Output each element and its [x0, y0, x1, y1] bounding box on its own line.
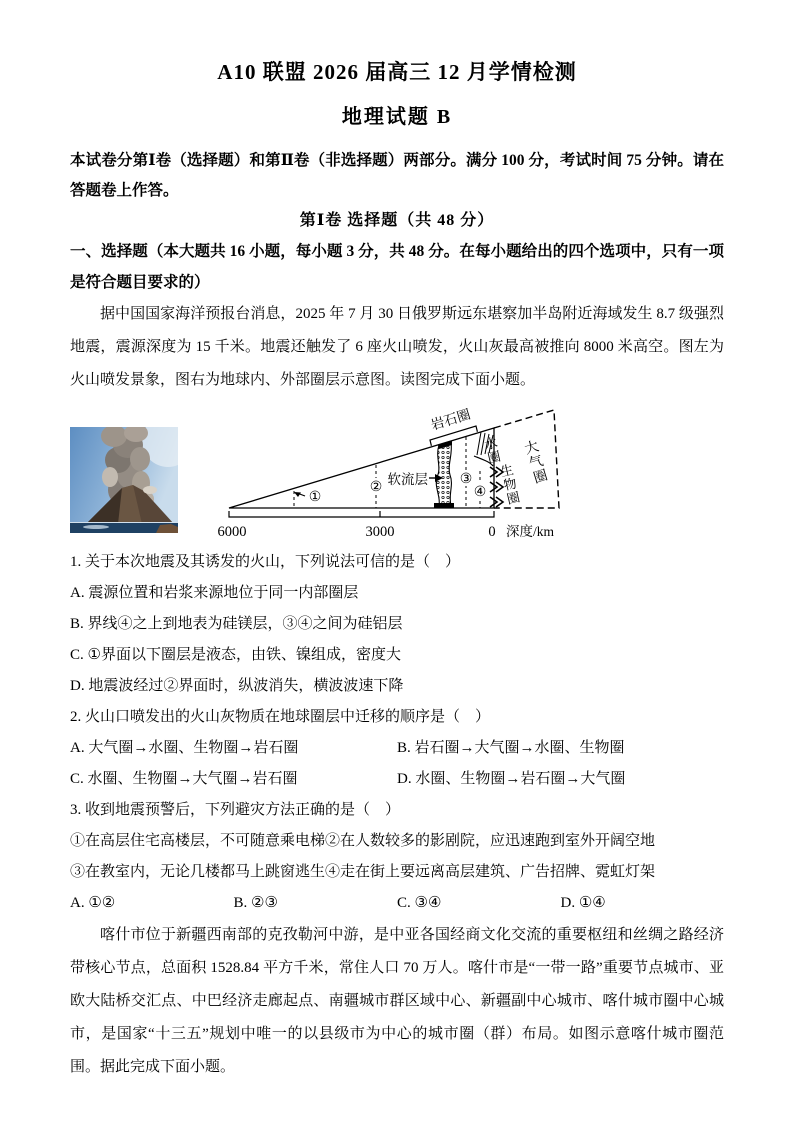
question-3-stem: 3. 收到地震预警后，下列避灾方法正确的是（ ） — [70, 802, 401, 818]
depth-scale-bar — [229, 511, 494, 517]
atmosphere-label: 大气圈 — [523, 439, 550, 487]
passage-earthquake: 据中国国家海洋预报台消息，2025 年 7 月 30 日俄罗斯远东堪察加半岛附近海域发生 8.7 级强烈地震，震源深度为 15 千米。地震还触发了 6 座火山喷发，火山灰最高被推向 8000 米高空。图左为火山喷发景象，图右为地球内、外部圈层示意图。读图完成下面小题。 — [70, 306, 724, 388]
question-3-option-a: A. ①② — [70, 895, 116, 911]
question-3-option-b: B. ②③ — [233, 895, 278, 911]
question-2-option-a: A. 大气圈→水圈、生物圈→岩石圈 — [70, 740, 299, 756]
question-2-stem: 2. 火山口喷发出的火山灰物质在地球圈层中迁移的顺序是（ ） — [70, 709, 491, 725]
question-1 — [70, 547, 724, 702]
hydrosphere-label: 水圈 — [482, 434, 503, 467]
earth-spheres-diagram — [186, 403, 576, 543]
section1-header: 第Ⅰ卷 选择题（共 48 分） — [299, 212, 495, 229]
exam-instructions: 本试卷分第Ⅰ卷（选择题）和第Ⅱ卷（非选择题）两部分。满分 100 分，考试时间 75 分钟。请在答题卷上作答。 — [70, 152, 724, 199]
question-2-option-c: C. 水圈、生物圈→大气圈→岩石圈 — [70, 771, 298, 787]
scale-0: 0 — [488, 524, 496, 540]
question-2 — [70, 702, 724, 795]
exam-title: A10 联盟 2026 届高三 12 月学情检测 — [217, 60, 577, 84]
earth-wedge — [229, 428, 494, 508]
scale-3000: 3000 — [365, 524, 395, 540]
question-1-option-a: A. 震源位置和岩浆来源地位于同一内部圈层 — [70, 585, 359, 601]
boundary2-label: ② — [369, 480, 383, 495]
photo-wake — [83, 525, 109, 529]
lithosphere-label: 岩石圈 — [429, 406, 473, 433]
question-3-option-c: C. ③④ — [397, 895, 442, 911]
scale-unit: 深度/km — [506, 524, 555, 539]
figure-row — [70, 403, 724, 543]
question-1-option-d: D. 地震波经过②界面时，纵波消失，横波波速下降 — [70, 678, 404, 694]
question-1-stem: 1. 关于本次地震及其诱发的火山，下列说法可信的是（ ） — [70, 554, 461, 570]
asthenosphere-label: 软流层 — [387, 472, 428, 487]
question-1-option-c: C. ①界面以下圈层是液态，由铁、镍组成，密度大 — [70, 647, 401, 663]
question-1-option-b: B. 界线④之上到地表为硅镁层，③④之间为硅铝层 — [70, 616, 403, 632]
boundary4-label: ④ — [473, 485, 487, 500]
question-2-option-d: D. 水圈、生物圈→岩石圈→大气圈 — [397, 771, 626, 787]
exam-subtitle: 地理试题 B — [341, 106, 453, 128]
question-2-option-b: B. 岩石圈→大气圈→水圈、生物圈 — [397, 740, 625, 756]
question-3-option-d: D. ①④ — [560, 895, 606, 911]
asthenosphere-band — [436, 442, 451, 505]
passage-kashgar: 喀什市位于新疆西南部的克孜勒河中游，是中亚各国经商文化交流的重要枢纽和丝绸之路经济带核心节点，总面积 1528.84 平方千米，常住人口 70 万人。喀什市是“一带一路”重要节点城市、亚欧大陆桥交汇点、中巴经济走廊起点、南疆城市群区域中心、新疆副中心城市、喀什城市圈中心城市，是国家“十三五”规划中唯一的以县级市为中心的城市圈（群）布局。如图示意喀什城市圈范围。据此完成下面小题。 — [70, 927, 724, 1075]
question-3-statement-2: ③在教室内，无论几楼都马上跳窗逃生④走在街上要远离高层建筑、广告招牌、霓虹灯架 — [70, 864, 656, 880]
question-3 — [70, 795, 724, 919]
atmosphere-sector-outline — [494, 410, 559, 508]
volcano-eruption-photo — [70, 427, 178, 533]
asthenosphere-bottom-cap — [434, 503, 454, 508]
section1-directions: 一、选择题（本大题共 16 小题，每小题 3 分，共 48 分。在每小题给出的四个选项中，只有一项是符合题目要求的） — [70, 243, 724, 291]
boundary1-label: ① — [308, 490, 322, 505]
scale-6000: 6000 — [217, 524, 247, 540]
question-3-statement-1: ①在高层住宅高楼层，不可随意乘电梯②在人数较多的影剧院，应迅速跑到室外开阔空地 — [70, 833, 656, 849]
biosphere-label: 生物圈 — [498, 461, 522, 507]
boundary3-label: ③ — [459, 472, 473, 487]
